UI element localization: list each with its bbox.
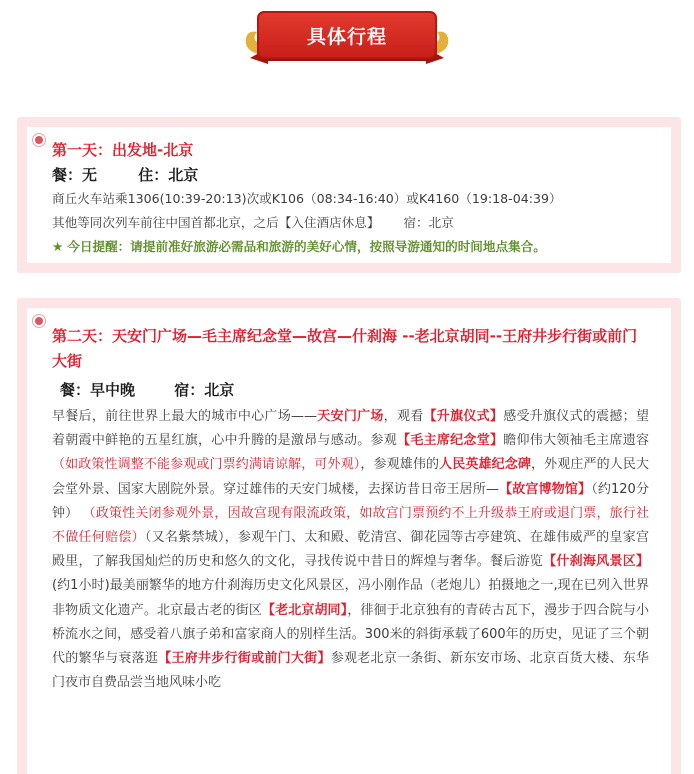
- day1-meal: 餐：无: [52, 166, 98, 184]
- body-text: （约120分钟）: [52, 481, 649, 521]
- body-text: ，观看: [383, 409, 424, 424]
- section-title: 具体行程: [306, 25, 387, 48]
- header-banner: [257, 11, 437, 59]
- highlight-attraction: 【王府井步行街或前门大街】: [158, 651, 331, 667]
- body-text: ，外观庄严的人民大会堂外景、国家大剧院外景。穿过雄伟的天安门城楼，去探访昔日帝王居所—: [52, 457, 649, 497]
- highlight-attraction: 【什刹海风景区】: [543, 554, 649, 570]
- highlight-attraction: 【升旗仪式】: [423, 409, 504, 424]
- day1-stay: 住：北京: [138, 166, 199, 184]
- day2-itinerary-text: [52, 405, 649, 695]
- day1-tip: [52, 235, 649, 259]
- pin-icon: [33, 134, 45, 146]
- body-text: 早餐后，前往世界上最大的城市中心广场——: [52, 409, 317, 424]
- highlight-attraction: 【故宫博物馆】: [498, 481, 592, 497]
- pin-icon: [33, 315, 45, 327]
- day1-card-body: [27, 127, 671, 263]
- highlight-attraction: 【老北京胡同】: [261, 602, 348, 618]
- body-text: （又名紫禁城），参观午门、太和殿、乾清宫、御花园等古亭建筑、在雄伟威严的皇家宫殿里，了解我国灿烂的历史和悠久的文化，寻找传说中昔日的辉煌与奢华。餐后游览: [52, 530, 649, 570]
- highlight-attraction: 人民英雄纪念碑: [439, 457, 531, 473]
- body-text: (约1小时)最美丽繁华的地方什刹海历史文化风景区，冯小刚作品（老炮儿）拍摄地之一,现在已列入世界非物质文化遗产。北京最古老的街区: [52, 578, 649, 618]
- day2-meal-stay: [52, 378, 649, 402]
- highlight-attraction: 【毛主席纪念堂】: [397, 433, 504, 449]
- body-text: ，徘徊于北京独有的青砖古瓦下，漫步于四合院与小桥流水之间，感受着八旗子弟和富家商人的别样生活。300米的斜街承载了600年的历史，见证了三个朝代的繁华与衰落逛: [52, 602, 649, 667]
- highlight-attraction: 天安门广场: [317, 409, 384, 424]
- star-icon: ★: [52, 239, 64, 254]
- day1-card: [17, 117, 681, 273]
- policy-note: （政策性关闭参观外景，因故宫现有限流政策，如故宫门票预约不上升级恭王府或退门票，旅行社不做任何赔偿）: [52, 505, 649, 546]
- day2-card: [17, 298, 681, 774]
- body-text: 瞻仰伟大领袖毛主席遗容: [503, 433, 649, 449]
- day2-meal: 餐：早中晚: [60, 381, 136, 399]
- day1-meal-stay: [52, 163, 649, 187]
- body-text: 感受升旗仪式的震撼；望着朝霞中鲜艳的五星红旗，心中升腾的是激昂与感动。参观: [52, 409, 649, 449]
- day2-title: 第二天：天安门广场—毛主席纪念堂—故宫—什刹海 --老北京胡同--王府井步行街或前门大街: [52, 327, 638, 370]
- day2-card-body: [27, 308, 671, 774]
- day1-tip-text: 今日提醒：请提前准好旅游必需品和旅游的美好心情，按照导游通知的时间地点集合。: [67, 239, 546, 254]
- section-header: [0, 0, 694, 80]
- day1-train-info: 商丘火车站乘1306(10:39-20:13)次或K106（08:34-16:40）或K4160（19:18-04:39）: [52, 191, 562, 206]
- day1-title: 第一天：出发地-北京: [52, 141, 194, 159]
- body-text: ，参观雄伟的: [360, 457, 440, 473]
- policy-note: （如政策性调整不能参观或门票约满请谅解，可外观）: [52, 457, 361, 473]
- body-text: 参观老北京一条街、新东安市场、北京百货大楼、东华门夜市自费品尝当地风味小吃: [52, 651, 649, 691]
- day1-hotel-info: 其他等同次列车前往中国首都北京，之后【入住酒店休息】 宿：北京: [52, 215, 454, 230]
- day2-stay: 宿：北京: [174, 381, 235, 399]
